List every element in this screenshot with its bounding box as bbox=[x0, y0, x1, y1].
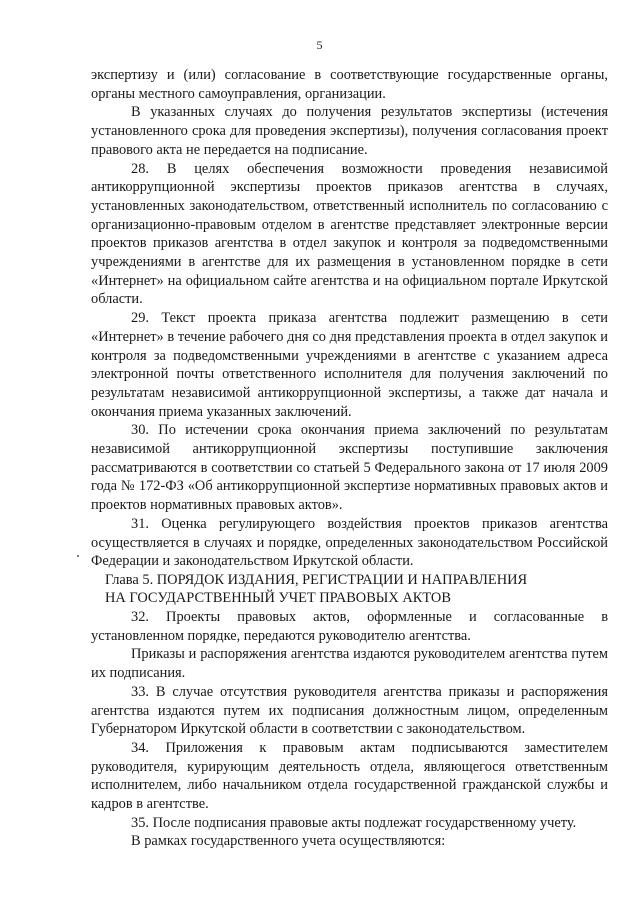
chapter-title bbox=[91, 571, 608, 608]
scan-speck bbox=[77, 555, 79, 557]
paragraph-35: 35. После подписания правовые акты подлежат государственному учету. bbox=[131, 814, 577, 831]
paragraph: В рамках государственного учета осуществляются: bbox=[131, 833, 446, 850]
paragraph-33: 33. В случае отсутствия руководителя агентства приказы и распоряжения агентства издаются путем их подписания должностным лицом, определенным Губернатором Иркутской области в соответствии с законодательством. bbox=[91, 683, 608, 738]
paragraph: Приказы и распоряжения агентства издаются руководителем агентства путем их подписания. bbox=[91, 646, 608, 682]
paragraph: В указанных случаях до получения результатов экспертизы (истечения установленного срока для проведения экспертизы), получения согласования проект правового акта не передается на подписание. bbox=[91, 104, 608, 158]
page-number: 5 bbox=[316, 38, 323, 52]
document-body bbox=[91, 66, 608, 851]
chapter-title-line-1: Глава 5. ПОРЯДОК ИЗДАНИЯ, РЕГИСТРАЦИИ И НАПРАВЛЕНИЯ bbox=[105, 571, 528, 588]
paragraph-30: 30. По истечении срока окончания приема заключений по результатам независимой антикоррупционной экспертизы поступившие заключения рассматриваются в соответствии со статьей 5 Федерального закона от 17 июля 2009 года № 172-ФЗ «Об антикоррупционной экспертизе нормативных правовых актов и проектов нормативных правовых актов». bbox=[91, 422, 608, 514]
paragraph-29: 29. Текст проекта приказа агентства подлежит размещению в сети «Интернет» в течение рабочего дня со дня представления проекта в отдел закупок и контроля за подведомственными учреждениями в агентстве с указанием адреса электронной почты ответственного исполнителя для получения заключений по результатам независимой антикоррупционной экспертизы, а также дат начала и окончания приема указанных заключений. bbox=[91, 310, 608, 420]
paragraph-31: 31. Оценка регулирующего воздействия проектов приказов агентства осуществляется в случаях и порядке, определенных законодательством Российской Федерации и законодательством Иркутской области. bbox=[91, 515, 608, 570]
paragraph: экспертизу и (или) согласование в соответствующие государственные органы, органы местного самоуправления, организации. bbox=[91, 67, 608, 102]
paragraph-32: 32. Проекты правовых актов, оформленные и согласованные в установленном порядке, передаются руководителю агентства. bbox=[91, 608, 608, 644]
chapter-title-line-2: НА ГОСУДАРСТВЕННЫЙ УЧЕТ ПРАВОВЫХ АКТОВ bbox=[105, 590, 451, 607]
paragraph-28: 28. В целях обеспечения возможности проведения независимой антикоррупционной экспертизы проектов приказов агентства в случаях, установленных законодательством, ответственный исполнитель по согласованию с организационно-правовым отделом в агентстве представляет электронные версии проектов приказов агентства в отдел закупок и контроля за подведомственными учреждениями в агентстве для их размещения в установленном порядке в сети «Интернет» на официальном сайте агентства и на официальном портале Иркутской области. bbox=[91, 160, 608, 308]
paragraph-34: 34. Приложения к правовым актам подписываются заместителем руководителя, курирующим деятельность отдела, являющегося ответственным исполнителем, либо начальником отдела государственной гражданской службы и кадров в агентстве. bbox=[91, 739, 608, 813]
